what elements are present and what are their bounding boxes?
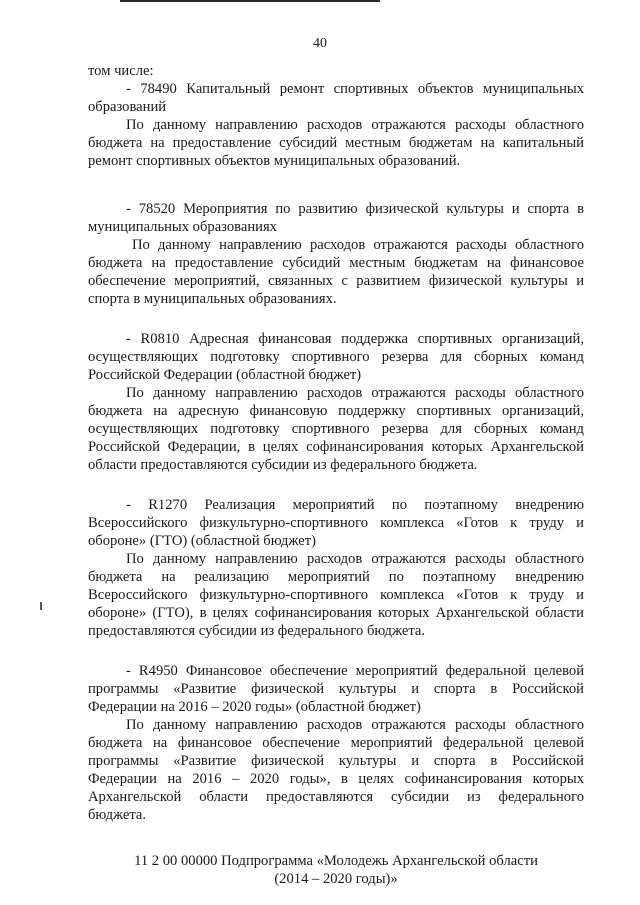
item-heading-line: - R1270 Реализация мероприятий по поэтапному внедрению	[126, 497, 584, 513]
item-body-line: бюджета на предоставление субсидий местным бюджетам на финансовое	[88, 255, 584, 271]
item-body-line: программы «Развитие физической культуры и спорта в Российской	[88, 753, 584, 769]
subprogram-heading-line: (2014 – 2020 годы)»	[274, 871, 398, 887]
item-body-line: бюджета на предоставление субсидий местным бюджетам на капитальный	[88, 135, 584, 151]
item-body-line: Всероссийского физкультурно-спортивного комплекса «Готов к труду и	[88, 587, 584, 603]
item-body-line: По данному направлению расходов отражаются расходы областного	[126, 551, 584, 567]
item-heading-line: образований	[88, 99, 167, 115]
expense-item-78490	[88, 80, 584, 170]
subprogram-heading-line: 11 2 00 00000 Подпрограмма «Молодежь Архангельской области	[134, 853, 538, 869]
item-body-line: обеспечение мероприятий, связанных с развитием физической культуры и	[88, 273, 584, 289]
item-body-line: спорта в муниципальных образованиях.	[88, 291, 337, 307]
item-body-line: По данному направлению расходов отражаются расходы областного	[126, 385, 584, 401]
item-heading-line: Всероссийского физкультурно-спортивного комплекса «Готов к труду и	[88, 515, 584, 531]
margin-scan-mark	[40, 602, 42, 610]
item-heading-line: Российской Федерации (областной бюджет)	[88, 367, 362, 383]
intro-block	[88, 62, 584, 80]
item-body-line: По данному направлению расходов отражаются расходы областного	[126, 717, 584, 733]
item-heading-line: муниципальных образованиях	[88, 219, 277, 235]
item-heading-line: - R4950 Финансовое обеспечение мероприятий федеральной целевой	[126, 663, 584, 679]
item-heading-line: - 78520 Мероприятия по развитию физической культуры и спорта в	[126, 201, 584, 217]
item-heading-line: осуществляющих подготовку спортивного резерва для сборных команд	[88, 349, 584, 365]
document-body	[88, 62, 584, 888]
expense-item-r0810	[88, 330, 584, 474]
item-heading-line: - R0810 Адресная финансовая поддержка спортивных организаций,	[126, 331, 584, 347]
item-body-line: Архангельской области предоставляются субсидии из федерального	[88, 789, 584, 805]
expense-item-r1270	[88, 496, 584, 640]
expense-item-78520	[88, 200, 584, 308]
item-body-line: По данному направлению расходов отражаются расходы областного	[132, 237, 584, 253]
item-heading-line: обороне» (ГТО) (областной бюджет)	[88, 533, 316, 549]
item-body-line: осуществляющих подготовку спортивного резерва для сборных команд	[88, 421, 584, 437]
item-body-line: обороне» (ГТО), в целях софинансирования которых Архангельской области	[88, 605, 584, 621]
item-body-line: Российской Федерации, в целях софинансирования которых Архангельской	[88, 439, 584, 455]
intro-text: том числе:	[88, 63, 154, 79]
item-body-line: бюджета на адресную финансовую поддержку спортивных организаций,	[88, 403, 584, 419]
item-body-line: ремонт спортивных объектов муниципальных образований.	[88, 153, 461, 169]
item-body-line: По данному направлению расходов отражаются расходы областного	[126, 117, 584, 133]
expense-item-r4950	[88, 662, 584, 824]
item-body-line: предоставляются субсидии из федерального бюджета.	[88, 623, 426, 639]
item-heading-line: программы «Развитие физической культуры и спорта в Российской	[88, 681, 584, 697]
item-body-line: бюджета.	[88, 807, 147, 823]
item-heading-line: Федерации на 2016 – 2020 годы» (областной бюджет)	[88, 699, 421, 715]
page-number: 40	[313, 36, 327, 51]
subprogram-heading	[88, 852, 584, 888]
item-heading-line: - 78490 Капитальный ремонт спортивных объектов муниципальных	[126, 81, 584, 97]
item-body-line: бюджета на финансовое обеспечение мероприятий федеральной целевой	[88, 735, 584, 751]
item-body-line: Федерации на 2016 – 2020 годы», в целях софинансирования которых	[88, 771, 584, 787]
item-body-line: бюджета на реализацию мероприятий по поэтапному внедрению	[88, 569, 584, 585]
scan-top-edge-line	[120, 0, 380, 2]
item-body-line: области предоставляются субсидии из федерального бюджета.	[88, 457, 478, 473]
